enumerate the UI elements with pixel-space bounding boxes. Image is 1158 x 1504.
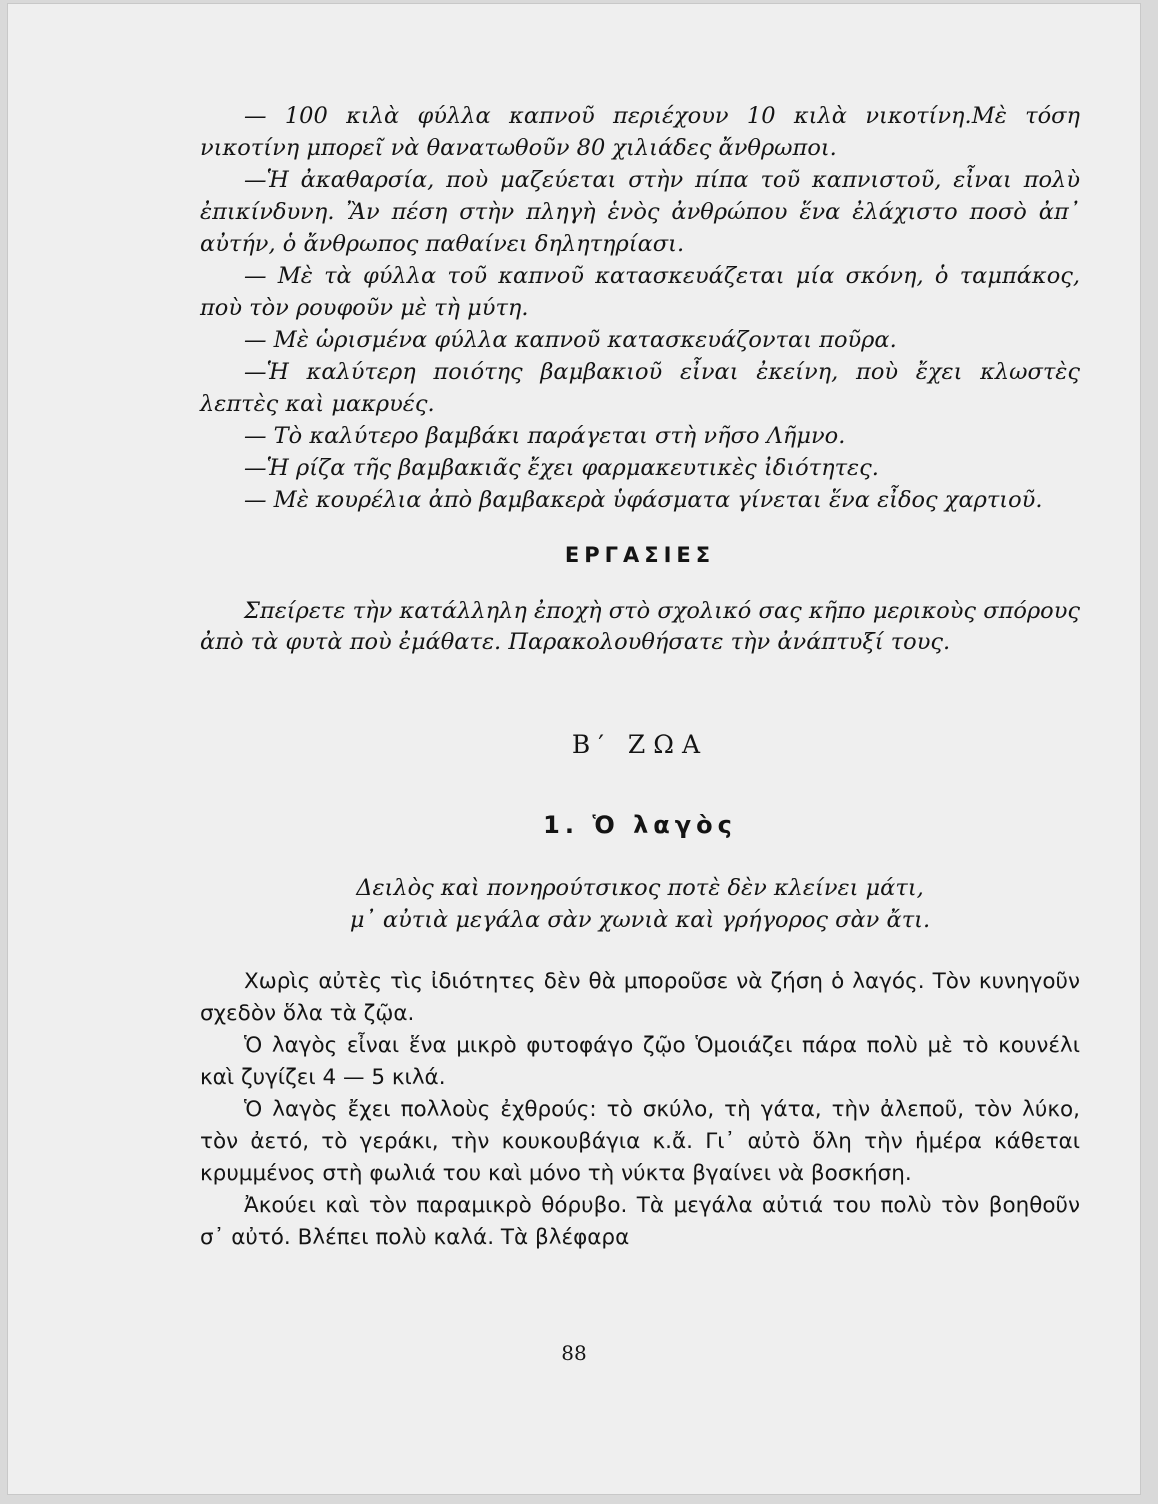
- fact-item: — 100 κιλὰ φύλλα καπνοῦ περιέχουν 10 κιλὰ νικοτίνη.Μὲ τόση νικοτίνη μπορεῖ νὰ θανατωθοῦν 80 χιλιάδες ἄνθρωποι.: [200, 103, 1080, 161]
- chapter-title: 1. Ὁ λαγὸς: [543, 811, 737, 839]
- body-paragraph: Ὁ λαγὸς εἶναι ἕνα μικρὸ φυτοφάγο ζῷο Ὁμοιάζει πάρα πολὺ μὲ τὸ κουνέλι καὶ ζυγίζει 4 — 5 κιλά.: [200, 1033, 1080, 1090]
- fact-item: — Τὸ καλύτερο βαμβάκι παράγεται στὴ νῆσο Λῆμνο.: [244, 423, 846, 449]
- fact-item: — Μὲ ὡρισμένα φύλλα καπνοῦ κατασκευάζονται ποῦρα.: [244, 327, 897, 353]
- body-paragraph: Ὁ λαγὸς ἔχει πολλοὺς ἐχθρούς: τὸ σκύλο, τὴ γάτα, τὴν ἀλεποῦ, τὸν λύκο, τὸν ἀετό, τὸ γεράκι, τὴν κουκουβάγια κ.ἄ. Γι᾽ αὐτὸ ὅλη τὴν ἡμέρα κάθεται κρυμμένος στὴ φωλιά του καὶ μόνο τὴ νύκτα βγαίνει νὰ βοσκήση.: [200, 1097, 1080, 1186]
- fact-item: —Ἡ ρίζα τῆς βαμβακιᾶς ἔχει φαρμακευτικὲς ἰδιότητες.: [244, 455, 879, 481]
- chapter-body: [200, 966, 1080, 1254]
- exercise-text: Σπείρετε τὴν κατάλληλη ἐποχὴ στὸ σχολικό σας κῆπο μερικοὺς σπόρους ἀπὸ τὰ φυτὰ ποὺ ἐμάθατε. Παρακολουθήσατε τὴν ἀνάπτυξί τους.: [200, 598, 1080, 655]
- facts-list: [200, 100, 1080, 516]
- part-title: Β′ ΖΩΑ: [571, 730, 709, 759]
- exercises-heading: ΕΡΓΑΣΙΕΣ: [564, 543, 716, 567]
- verse-line: Δειλὸς καὶ πονηρούτσικος ποτὲ δὲν κλείνει μάτι,: [356, 875, 924, 901]
- body-paragraph: Ἀκούει καὶ τὸν παραμικρὸ θόρυβο. Τὰ μεγάλα αὐτιά του πολὺ τὸν βοηθοῦν σ᾽ αὐτό. Βλέπει πολὺ καλά. Τὰ βλέφαρα: [200, 1193, 1080, 1250]
- fact-item: —Ἡ καλύτερη ποιότης βαμβακιοῦ εἶναι ἐκείνη, ποὺ ἔχει κλωστὲς λεπτὲς καὶ μακρυές.: [200, 359, 1080, 417]
- fact-item: — Μὲ κουρέλια ἀπὸ βαμβακερὰ ὑφάσματα γίνεται ἕνα εἶδος χαρτιοῦ.: [244, 487, 1043, 513]
- page-content: [200, 100, 1080, 1254]
- epigraph-verse: [200, 872, 1080, 936]
- verse-line: μ᾽ αὐτιὰ μεγάλα σὰν χωνιὰ καὶ γρήγορος σὰν ἄτι.: [349, 907, 931, 933]
- page-number: 88: [561, 1341, 587, 1365]
- book-page: [8, 4, 1140, 1494]
- fact-item: — Μὲ τὰ φύλλα τοῦ καπνοῦ κατασκευάζεται μία σκόνη, ὁ ταμπάκος, ποὺ τὸν ρουφοῦν μὲ τὴ μύτη.: [200, 263, 1080, 321]
- body-paragraph: Χωρὶς αὐτὲς τὶς ἰδιότητες δὲν θὰ μποροῦσε νὰ ζήση ὁ λαγός. Τὸν κυνηγοῦν σχεδὸν ὅλα τὰ ζῷα.: [200, 969, 1080, 1026]
- fact-item: —Ἡ ἀκαθαρσία, ποὺ μαζεύεται στὴν πίπα τοῦ καπνιστοῦ, εἶναι πολὺ ἐπικίνδυνη. Ἂν πέση στὴν πληγὴ ἑνὸς ἀνθρώπου ἕνα ἐλάχιστο ποσὸ ἀπ᾽ αὐτήν, ὁ ἄνθρωπος παθαίνει δηλητηρίασι.: [200, 167, 1080, 257]
